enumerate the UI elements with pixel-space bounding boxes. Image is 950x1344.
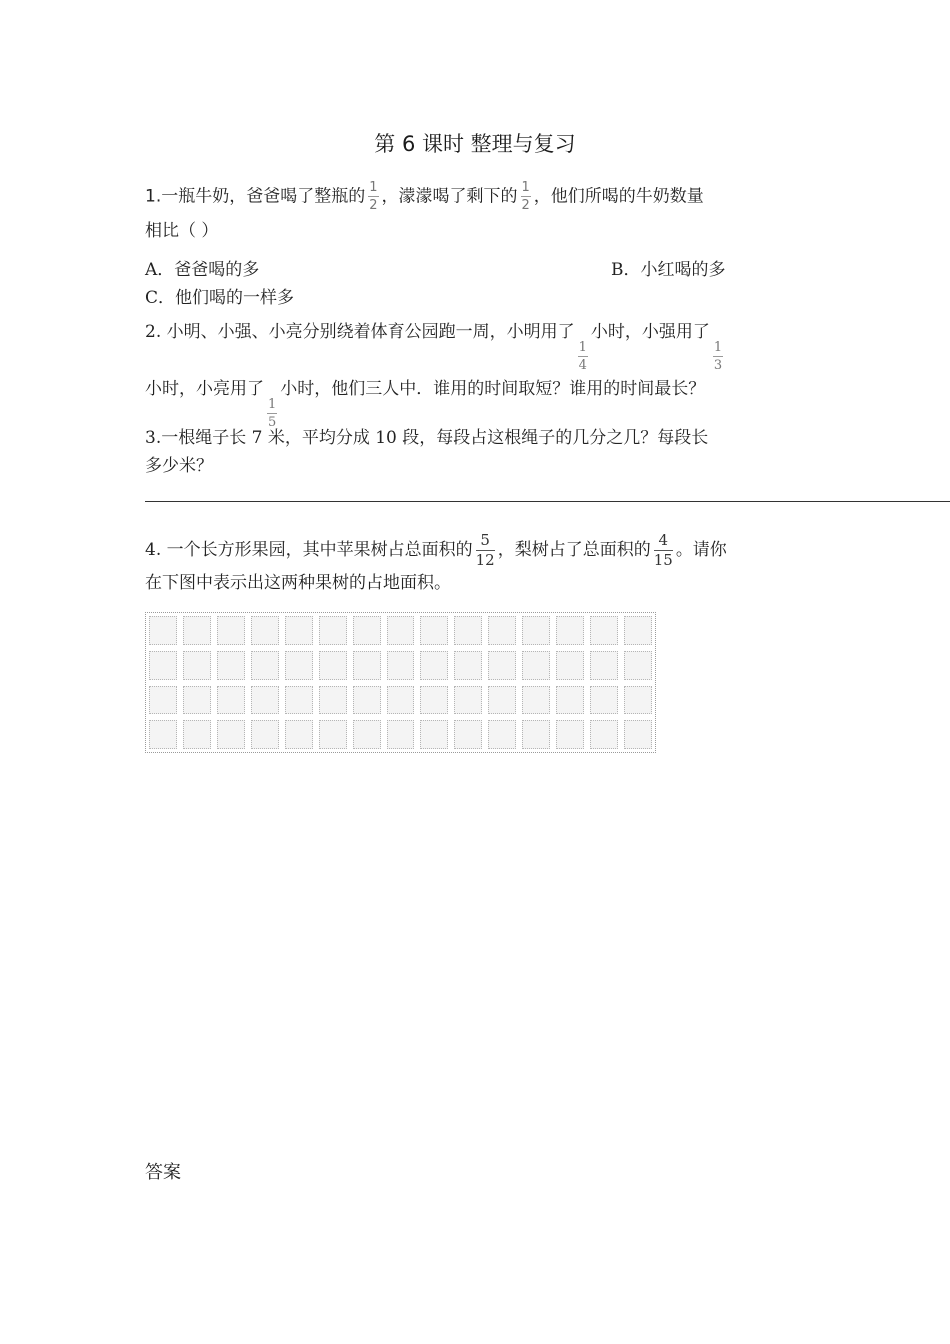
fraction-one-half-b [521, 180, 531, 213]
grid-cell[interactable] [488, 686, 516, 715]
fraction-denominator: 2 [521, 198, 530, 213]
fraction-one-quarter [578, 340, 588, 373]
fraction-five-twelfths [476, 532, 495, 569]
grid-cell[interactable] [149, 651, 177, 680]
grid-cell[interactable] [454, 651, 482, 680]
grid-cell[interactable] [387, 651, 415, 680]
grid-cell[interactable] [522, 720, 550, 749]
question-1-text-part-1: 1.一瓶牛奶，爸爸喝了整瓶的 [145, 186, 366, 207]
question-2-line-2 [145, 377, 705, 430]
grid-cell[interactable] [590, 686, 618, 715]
grid-cell[interactable] [251, 616, 279, 645]
grid-cell[interactable] [624, 651, 652, 680]
grid-cell[interactable] [556, 720, 584, 749]
grid-cell[interactable] [353, 686, 381, 715]
grid-cell[interactable] [353, 720, 381, 749]
grid-cell[interactable] [420, 720, 448, 749]
grid-cell[interactable] [319, 651, 347, 680]
grid-cell[interactable] [251, 651, 279, 680]
question-1-text-part-3: ，他们所喝的牛奶数量 [533, 186, 704, 207]
section-divider [145, 501, 950, 502]
grid-cell[interactable] [556, 686, 584, 715]
grid-cell[interactable] [488, 720, 516, 749]
question-3-line-2: 多少米？ [145, 456, 213, 476]
grid-cell[interactable] [217, 720, 245, 749]
grid-cell[interactable] [217, 651, 245, 680]
area-grid [145, 612, 656, 753]
fraction-denominator: 15 [653, 551, 673, 569]
fraction-numerator: 1 [369, 180, 378, 195]
grid-cell[interactable] [488, 651, 516, 680]
fraction-numerator: 1 [521, 180, 530, 195]
question-2-text-part-3: 小时，小亮用了 [145, 379, 264, 399]
grid-cell[interactable] [183, 616, 211, 645]
grid-cell[interactable] [556, 616, 584, 645]
grid-cell[interactable] [319, 616, 347, 645]
question-4-text-part-1: 4. 一个长方形果园，其中苹果树占总面积的 [145, 540, 473, 560]
fraction-denominator: 3 [713, 358, 723, 373]
grid-cell[interactable] [387, 616, 415, 645]
fraction-numerator: 1 [578, 340, 587, 355]
question-4-line-2: 在下图中表示出这两种果树的占地面积。 [145, 573, 451, 593]
fraction-denominator: 5 [268, 415, 277, 430]
fraction-numerator: 1 [713, 340, 723, 355]
grid-cell[interactable] [624, 616, 652, 645]
question-1-line-2: 相比（ ） [145, 221, 219, 241]
grid-cell[interactable] [454, 686, 482, 715]
grid-cell[interactable] [522, 686, 550, 715]
grid-cell[interactable] [624, 720, 652, 749]
option-a: A．爸爸喝的多 [145, 260, 260, 280]
question-2-text-part-4: 小时，他们三人中．谁用的时间取短？谁用的时间最长？ [280, 379, 706, 399]
question-2-text-part-2: 小时，小强用了 [590, 322, 710, 342]
question-3-line-1: 3.一根绳子长 7 米，平均分成 10 段，每段占这根绳子的几分之几？每段长 [145, 428, 709, 448]
grid-cell[interactable] [353, 616, 381, 645]
question-4-text-part-2: ，梨树占了总面积的 [497, 540, 651, 560]
grid-cell[interactable] [387, 720, 415, 749]
question-1-line-1 [145, 180, 704, 213]
fraction-numerator: 1 [268, 397, 277, 412]
question-4-text-part-3: 。请你 [675, 540, 727, 560]
grid-cell[interactable] [556, 651, 584, 680]
grid-cell[interactable] [454, 616, 482, 645]
grid-cell[interactable] [149, 720, 177, 749]
fraction-one-half-a [368, 180, 378, 213]
answer-heading: 答案 [145, 1162, 181, 1183]
grid-cell[interactable] [522, 616, 550, 645]
question-1-text-part-2: ，濛濛喝了剩下的 [381, 186, 518, 207]
question-2-line-1 [145, 320, 726, 373]
fraction-numerator: 4 [658, 531, 669, 549]
grid-cell[interactable] [624, 686, 652, 715]
grid-cell[interactable] [420, 686, 448, 715]
grid-cell[interactable] [251, 686, 279, 715]
fraction-one-third [713, 340, 723, 373]
grid-cell[interactable] [285, 686, 313, 715]
fraction-denominator: 4 [578, 358, 587, 373]
grid-cell[interactable] [319, 720, 347, 749]
grid-cell[interactable] [353, 651, 381, 680]
grid-cell[interactable] [488, 616, 516, 645]
question-4-line-1 [145, 532, 727, 569]
option-c: C．他们喝的一样多 [145, 288, 295, 308]
fraction-four-fifteenths [654, 532, 673, 569]
grid-cell[interactable] [183, 686, 211, 715]
grid-cell[interactable] [251, 720, 279, 749]
grid-cell[interactable] [590, 651, 618, 680]
question-2-text-part-1: 2. 小明、小强、小亮分别绕着体育公园跑一周，小明用了 [145, 322, 575, 342]
grid-cell[interactable] [319, 686, 347, 715]
fraction-denominator: 12 [475, 551, 495, 569]
grid-cell[interactable] [590, 616, 618, 645]
grid-cell[interactable] [217, 616, 245, 645]
grid-cell[interactable] [420, 651, 448, 680]
grid-cell[interactable] [149, 686, 177, 715]
page-title: 第 6 课时 整理与复习 [374, 132, 576, 156]
grid-cell[interactable] [149, 616, 177, 645]
option-b: B．小红喝的多 [611, 260, 726, 280]
fraction-numerator: 5 [480, 531, 490, 549]
grid-cell[interactable] [420, 616, 448, 645]
grid-cell[interactable] [590, 720, 618, 749]
grid-cell[interactable] [183, 651, 211, 680]
grid-cell[interactable] [285, 616, 313, 645]
fraction-denominator: 2 [369, 198, 378, 213]
grid-cell[interactable] [387, 686, 415, 715]
grid-cell[interactable] [183, 720, 211, 749]
grid-cell[interactable] [522, 651, 550, 680]
grid-cell[interactable] [285, 651, 313, 680]
grid-cell[interactable] [285, 720, 313, 749]
grid-cell[interactable] [217, 686, 245, 715]
grid-cell[interactable] [454, 720, 482, 749]
